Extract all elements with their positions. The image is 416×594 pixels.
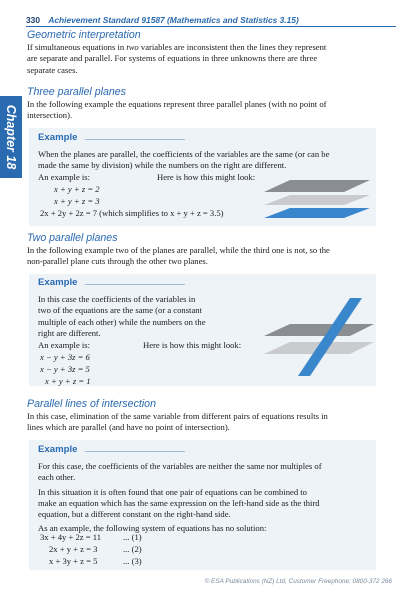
example2-text [38,294,206,339]
example3-text [38,461,322,535]
ex2-l3: multiple of each other) while the numbers on the [38,316,206,327]
heading-geometric-interpretation: Geometric interpretation [27,29,141,41]
header-title: Achievement Standard 91587 (Mathematics and Statistics 3.15) [48,15,299,25]
example-label-1: Example [38,132,78,143]
ex2-l2: two of the equations are the same (or a constant [38,305,202,316]
ex3-eq1: 3x + 4y + 2z = 11 [40,532,102,542]
plane-middle [264,195,370,205]
header-rule [26,26,396,27]
s1-p1b: variables are inconsistent then the lines they represent [140,42,327,52]
footer-copyright: © ESA Publications (NZ) Ltd, Customer Freephone: 0800-372 266 [204,578,392,585]
ex3-l6: As an example, the following system of equations has no solution: [38,523,267,534]
ex2-eq1: x − y + 3z = 6 [40,352,90,362]
example-label-3: Example [38,444,78,455]
heading-three-parallel-planes: Three parallel planes [27,86,126,98]
ex3-l1: For this case, the coefficients of the variables are neither the same nor multiples of [38,461,322,471]
example-rule-3 [85,451,185,452]
ex1-l1: When the planes are parallel, the coefficients of the variables are the same (or can be [38,149,330,159]
ex3-l3: In this situation it is often found that one pair of equations can be combined to [38,486,307,497]
example-label-2: Example [38,277,78,288]
ex2-l1: In this case the coefficients of the variables in [38,294,196,304]
ex3-l5: equation, but a different constant on the right-hand side. [38,509,231,520]
s3-p2: non-parallel plane cuts through the other two planes. [27,256,208,267]
two-parallel-planes-diagram [258,296,378,380]
ex3-eq2-number: ... (2) [123,544,142,554]
ex2-eq3: x + y + z = 1 [45,376,91,386]
example-rule-2 [85,284,185,285]
ex3-eq3-number: ... (3) [123,556,142,566]
three-parallel-planes-diagram [260,168,375,220]
running-header [26,15,299,25]
section2-paragraph [27,99,327,122]
ex1-l2: made the same by division) while the numbers on the right are different. [38,160,287,171]
ex3-eq3: x + 3y + z = 5 [49,556,98,566]
ex2-eq2: x − y + 3z = 5 [40,364,90,374]
chapter-tab [0,96,22,178]
s1-p1a: If simultaneous equations in [27,42,125,52]
example-rule-1 [85,139,185,140]
s2-p1: In the following example the equations represent three parallel planes (with no point of [27,99,327,109]
section1-paragraph [27,42,326,76]
heading-two-parallel-planes: Two parallel planes [27,232,118,244]
ex3-l4: make an equation which has the same expression on the left-hand side as the third [38,497,320,508]
s1-p3: separate cases. [27,64,78,75]
page-number: 330 [26,15,40,25]
heading-parallel-lines-of-intersection: Parallel lines of intersection [27,398,156,410]
s4-p1: In this case, elimination of the same variable from different pairs of equations results in [27,411,328,421]
plane-bottom [264,208,370,218]
s4-p2: lines which are parallel (and have no point of intersection). [27,422,230,433]
s1-p2: are separate and parallel. For systems of equations in three unknowns there are three [27,53,318,64]
ex2-l4: right are different. [38,327,101,338]
ex1-eq3: 2x + 2y + 2z = 7 (which simplifies to x + y + z = 3.5) [40,208,224,218]
ex1-l3b: Here is how this might look: [157,172,256,182]
plane-upper [264,324,374,336]
ex1-eq1: x + y + z = 2 [54,184,100,194]
plane-cutting [298,298,362,376]
ex3-l2: each other. [38,472,76,483]
s1-p1-em: two [126,42,139,52]
ex2-l5b: Here is how this might look: [143,340,242,350]
ex3-eq2: 2x + y + z = 3 [49,544,98,554]
section3-paragraph [27,245,330,268]
s3-p1: In the following example two of the planes are parallel, while the third one is not, so the [27,245,330,255]
ex1-eq2: x + y + z = 3 [54,196,100,206]
ex3-eq1-number: ... (1) [123,532,142,542]
section4-paragraph [27,411,328,434]
plane-top [264,180,370,192]
s2-p2: intersection). [27,110,73,121]
ex1-l3: An example is: [38,172,91,182]
chapter-tab-label: Chapter 18 [4,104,18,170]
ex2-l5: An example is: [38,340,91,350]
